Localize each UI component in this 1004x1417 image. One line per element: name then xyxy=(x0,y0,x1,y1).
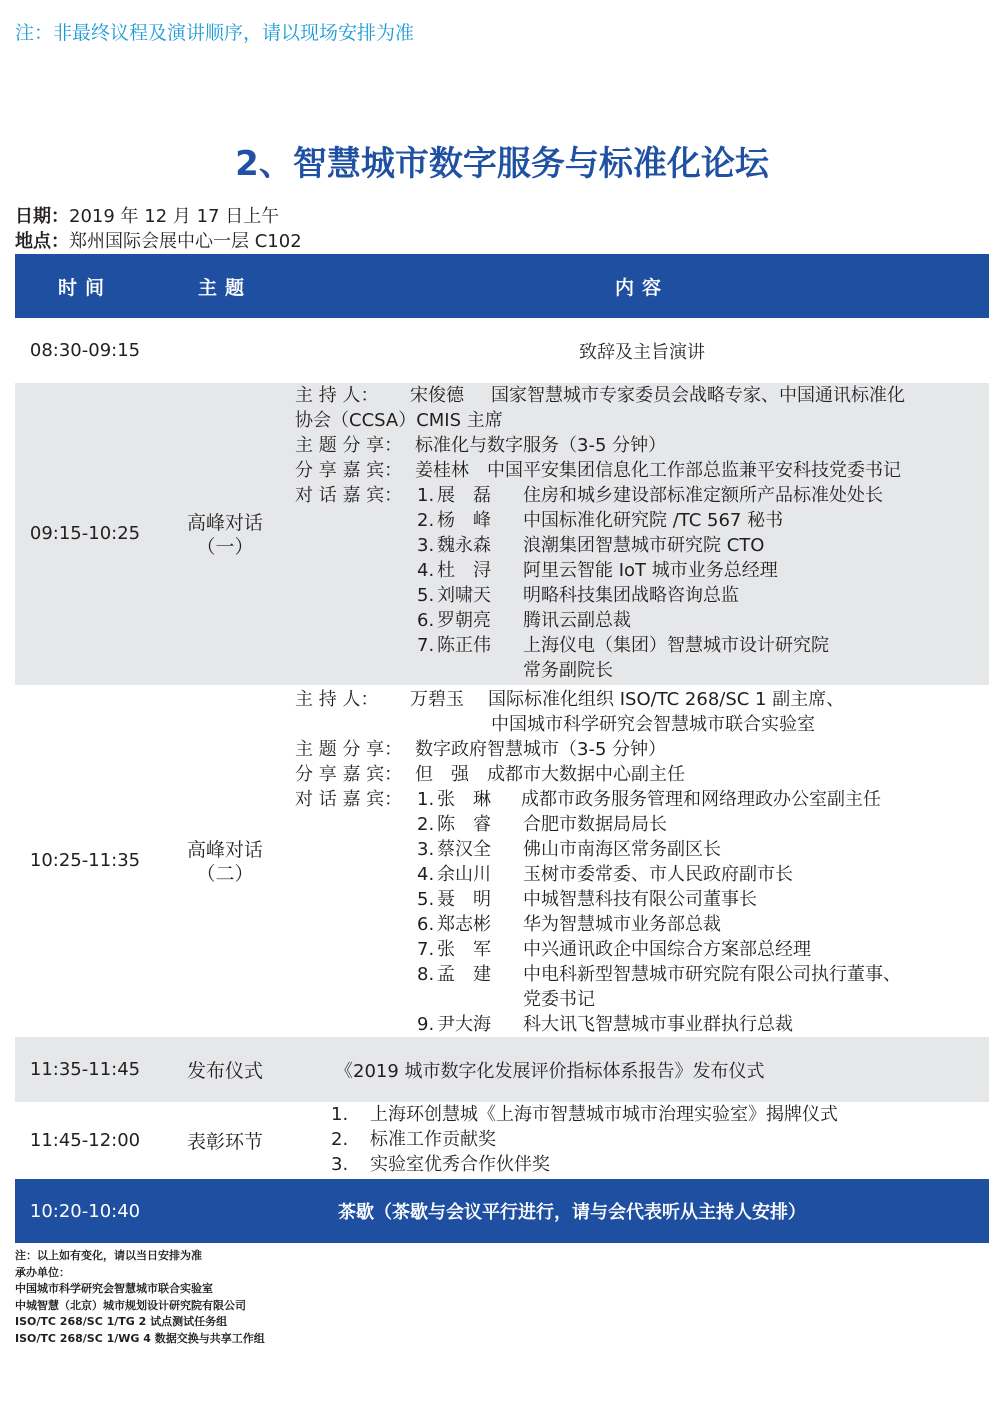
panel-name: 孟 建 xyxy=(437,964,491,985)
panel-no: 9. xyxy=(417,1014,435,1035)
panel-title: 玉树市委常委、市人民政府副市长 xyxy=(523,864,793,885)
item-text: 实验室优秀合作伙伴奖 xyxy=(370,1154,550,1175)
row-content: 致辞及主旨演讲 xyxy=(579,341,705,363)
page-title: 2、智慧城市数字服务与标准化论坛 xyxy=(235,144,769,184)
item-text: 标准工作贡献奖 xyxy=(370,1129,496,1150)
panel-name: 张 军 xyxy=(437,939,491,960)
host-title: 国家智慧城市专家委员会战略专家、中国通讯标准化 xyxy=(491,385,905,406)
panel-no: 2. xyxy=(417,814,435,835)
row-topic: 发布仪式 xyxy=(186,1060,263,1082)
header-topic: 主题 xyxy=(197,276,252,299)
row-content: 《2019 城市数字化发展评价指标体系报告》发布仪式 xyxy=(335,1060,765,1082)
place-label: 地点： xyxy=(15,231,69,252)
row-time: 10:20-10:40 xyxy=(29,1200,141,1222)
panel-name: 刘啸天 xyxy=(437,585,491,606)
organizer-item: ISO/TC 268/SC 1/WG 4 数据交换与共享工作组 xyxy=(15,1331,265,1345)
organizer-item: ISO/TC 268/SC 1/TG 2 试点测试任务组 xyxy=(15,1315,228,1328)
header-content: 内容 xyxy=(614,276,669,299)
panel-name: 罗朝亮 xyxy=(437,610,491,631)
panel-no: 1. xyxy=(417,485,435,506)
table-row xyxy=(15,1037,989,1102)
guest-label: 分 享 嘉 宾： xyxy=(295,460,403,481)
topic-line: 高峰对话 xyxy=(186,512,263,534)
panel-title-cont: 党委书记 xyxy=(523,989,595,1010)
host-title-cont: 协会（CCSA）CMIS 主席 xyxy=(295,410,503,431)
guest-label: 分 享 嘉 宾： xyxy=(295,764,403,785)
panel-no: 3. xyxy=(417,535,435,556)
panel-no: 3. xyxy=(417,839,435,860)
panel-title: 上海仪电（集团）智慧城市设计研究院 xyxy=(523,635,829,656)
panel-no: 4. xyxy=(417,560,435,581)
footer-note: 注：以上如有变化，请以当日安排为准 xyxy=(15,1249,202,1262)
item-no: 2. xyxy=(331,1129,349,1150)
panel-no: 7. xyxy=(417,635,435,656)
panel-name: 陈 睿 xyxy=(437,814,491,835)
host-label: 主 持 人： xyxy=(295,689,379,710)
host-title-cont: 中国城市科学研究会智慧城市联合实验室 xyxy=(491,714,815,735)
panel-title: 阿里云智能 IoT 城市业务总经理 xyxy=(523,560,778,581)
share-value: 标准化与数字服务（3-5 分钟） xyxy=(415,435,667,456)
row-time: 09:15-10:25 xyxy=(29,523,141,544)
panel-name: 魏永森 xyxy=(437,535,491,556)
place-line xyxy=(15,227,302,253)
share-label: 主 题 分 享： xyxy=(295,435,403,456)
panel-no: 6. xyxy=(417,610,435,631)
row-time: 08:30-09:15 xyxy=(29,340,141,361)
organizers-label: 承办单位： xyxy=(15,1265,70,1279)
row-topic xyxy=(155,383,295,685)
host-name: 万碧玉 xyxy=(410,689,464,710)
table-row xyxy=(15,685,989,1037)
panel-no: 6. xyxy=(417,914,435,935)
panel-title: 浪潮集团智慧城市研究院 CTO xyxy=(523,535,765,556)
header-time: 时间 xyxy=(57,276,112,299)
share-value: 数字政府智慧城市（3-5 分钟） xyxy=(415,739,667,760)
date-value: 2019 年 12 月 17 日上午 xyxy=(69,206,280,227)
topic-line: 高峰对话 xyxy=(186,839,263,861)
panel-title: 成都市政务服务管理和网络理政办公室副主任 xyxy=(521,789,881,810)
panel-name: 展 磊 xyxy=(437,485,491,506)
table-row xyxy=(15,318,989,383)
panel-title: 腾讯云副总裁 xyxy=(523,610,631,631)
panel-name: 陈正伟 xyxy=(437,635,491,656)
panel-no: 5. xyxy=(417,585,435,606)
panel-title: 合肥市数据局局长 xyxy=(523,814,667,835)
panel-title: 中城智慧科技有限公司董事长 xyxy=(523,889,757,910)
panel-no: 2. xyxy=(417,510,435,531)
panel-no: 4. xyxy=(417,864,435,885)
dialog-label: 对 话 嘉 宾： xyxy=(295,789,403,810)
row-topic xyxy=(155,685,295,1037)
host-title: 国际标准化组织 ISO/TC 268/SC 1 副主席、 xyxy=(488,689,845,710)
table-row xyxy=(15,383,989,685)
share-label: 主 题 分 享： xyxy=(295,739,403,760)
panel-name: 尹大海 xyxy=(437,1014,491,1035)
panel-name: 杨 峰 xyxy=(437,510,491,531)
panel-no: 8. xyxy=(417,964,435,985)
dialog-label: 对 话 嘉 宾： xyxy=(295,485,403,506)
panel-title-cont: 常务副院长 xyxy=(523,660,613,681)
panel-title: 中国标准化研究院 /TC 567 秘书 xyxy=(523,510,784,531)
row-time: 10:25-11:35 xyxy=(29,850,141,871)
item-no: 1. xyxy=(331,1104,349,1125)
panel-no: 7. xyxy=(417,939,435,960)
panel-no: 5. xyxy=(417,889,435,910)
item-text: 上海环创慧城《上海市智慧城市城市治理实验室》揭牌仪式 xyxy=(370,1104,838,1125)
date-line xyxy=(15,202,279,228)
panel-name: 余山川 xyxy=(437,864,491,885)
row-content: 茶歇（茶歇与会议平行进行，请与会代表听从主持人安排） xyxy=(338,1202,806,1223)
item-no: 3. xyxy=(331,1154,349,1175)
host-name: 宋俊德 xyxy=(410,385,464,406)
panel-title: 科大讯飞智慧城市事业群执行总裁 xyxy=(523,1014,793,1035)
row-time: 11:45-12:00 xyxy=(29,1130,141,1151)
panel-name: 郑志彬 xyxy=(437,914,491,935)
place-value: 郑州国际会展中心一层 C102 xyxy=(69,231,302,252)
date-label: 日期： xyxy=(15,206,69,227)
panel-name: 杜 浔 xyxy=(437,560,491,581)
organizer-item: 中国城市科学研究会智慧城市联合实验室 xyxy=(15,1282,213,1295)
host-label: 主 持 人： xyxy=(295,385,379,406)
panel-title: 中电科新型智慧城市研究院有限公司执行董事、 xyxy=(523,964,901,985)
top-note: 注：非最终议程及演讲顺序，请以现场安排为准 xyxy=(15,22,415,44)
panel-name: 蔡汉全 xyxy=(437,839,491,860)
row-topic: 表彰环节 xyxy=(186,1131,263,1153)
panel-title: 明略科技集团战略咨询总监 xyxy=(523,585,739,606)
panel-title: 住房和城乡建设部标准定额所产品标准处处长 xyxy=(523,485,883,506)
table-header xyxy=(15,254,989,318)
panel-no: 1. xyxy=(417,789,435,810)
guest-value: 姜桂林 中国平安集团信息化工作部总监兼平安科技党委书记 xyxy=(415,460,901,481)
organizer-item: 中城智慧（北京）城市规划设计研究院有限公司 xyxy=(15,1298,246,1312)
tea-break-row xyxy=(15,1179,989,1243)
guest-value: 但 强 成都市大数据中心副主任 xyxy=(415,764,685,785)
table-row xyxy=(15,1102,989,1179)
panel-name: 聂 明 xyxy=(437,889,491,910)
row-time: 11:35-11:45 xyxy=(29,1059,141,1080)
panel-name: 张 琳 xyxy=(437,789,491,810)
footer xyxy=(15,1248,265,1347)
panel-title: 佛山市南海区常务副区长 xyxy=(523,839,721,860)
panel-title: 华为智慧城市业务部总裁 xyxy=(523,914,721,935)
topic-line: （一） xyxy=(196,536,254,558)
panel-title: 中兴通讯政企中国综合方案部总经理 xyxy=(523,939,811,960)
topic-line: （二） xyxy=(196,863,254,885)
